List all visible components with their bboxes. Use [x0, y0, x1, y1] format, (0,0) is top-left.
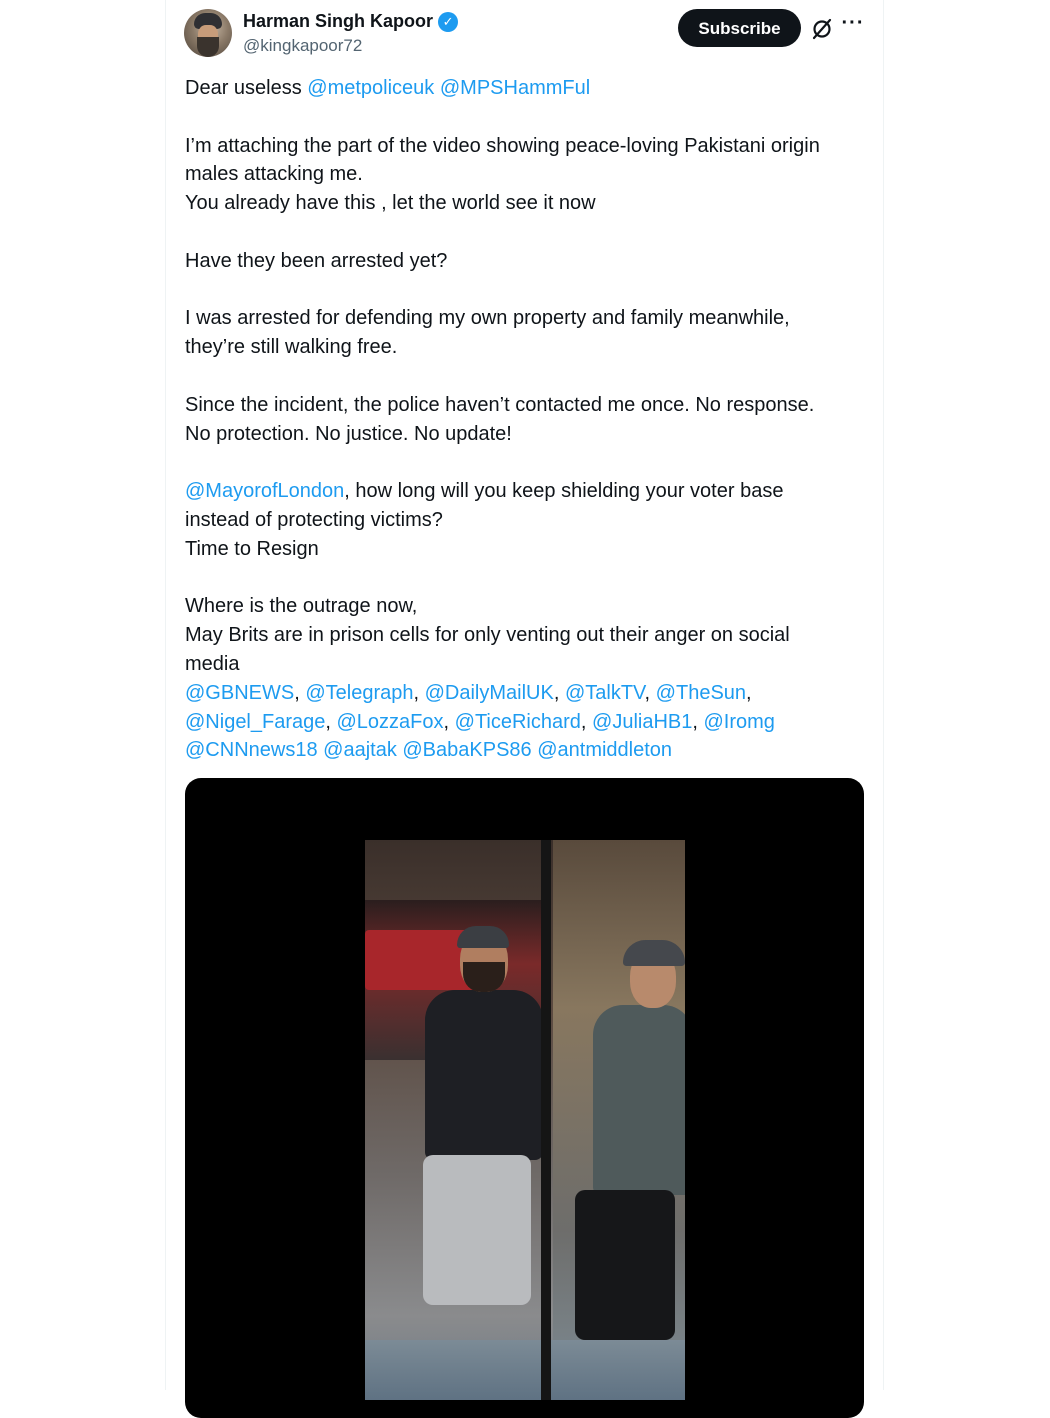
- tweet-line: Have they been arrested yet?: [185, 249, 448, 272]
- author-display-name[interactable]: Harman Singh Kapoor: [243, 11, 434, 31]
- mention-link[interactable]: @DailyMailUK: [424, 681, 554, 704]
- greeting-text: Dear useless: [185, 77, 308, 99]
- video-frame[interactable]: [365, 840, 685, 1400]
- mention-link[interactable]: @Iromg: [703, 710, 775, 733]
- mention-mayoroflondon[interactable]: @MayorofLondon: [185, 480, 345, 503]
- grok-icon[interactable]: [810, 17, 834, 41]
- more-options-icon[interactable]: ···: [841, 12, 865, 34]
- avatar-beard: [197, 37, 219, 57]
- tweet-line: Since the incident, the police haven’t contacted me once. No response.: [185, 393, 815, 416]
- tweet-line: You already have this , let the world see it now: [185, 192, 596, 215]
- video-floor: [365, 1340, 685, 1400]
- tweet-line-mayor: [185, 477, 875, 506]
- tweet-line: I’m attaching the part of the video showing peace-loving Pakistani origin: [185, 134, 820, 157]
- video-person-left-cap: [457, 926, 509, 948]
- subscribe-button[interactable]: Subscribe: [678, 9, 801, 47]
- video-player[interactable]: [185, 778, 864, 1418]
- tweet-line-greeting: [185, 74, 875, 103]
- mention-link[interactable]: @GBNEWS: [185, 681, 295, 704]
- tweet-line: No protection. No justice. No update!: [185, 422, 512, 445]
- mention-link[interactable]: @TiceRichard: [454, 710, 581, 733]
- author-name-row: [243, 11, 458, 32]
- tweet-line: males attacking me.: [185, 163, 363, 186]
- mention-link[interactable]: @Nigel_Farage: [185, 710, 326, 733]
- tweet-line: Time to Resign: [185, 537, 319, 560]
- video-door-pole: [541, 840, 551, 1400]
- mayor-line-text: , how long will you keep shielding your voter base: [344, 480, 784, 503]
- tweet-line: I was arrested for defending my own property and family meanwhile,: [185, 307, 790, 330]
- video-person-left-body: [425, 990, 543, 1160]
- mention-row-2: @Nigel_Farage, @LozzaFox, @TiceRichard, @JuliaHB1, @Iromg: [185, 710, 775, 733]
- mention-link[interactable]: @antmiddleton: [537, 739, 673, 762]
- video-person-left-beard: [463, 962, 505, 992]
- mention-link[interactable]: @BabaKPS86: [402, 739, 532, 762]
- video-person-right-legs: [575, 1190, 675, 1340]
- tweet-line: they’re still walking free.: [185, 336, 398, 359]
- mention-link[interactable]: @LozzaFox: [336, 710, 444, 733]
- tweet-line: media: [185, 652, 240, 675]
- tweet-line: instead of protecting victims?: [185, 508, 443, 531]
- mention-row-3: [185, 736, 875, 765]
- verified-badge-icon[interactable]: ✓: [438, 12, 458, 32]
- tweet-line: May Brits are in prison cells for only venting out their anger on social: [185, 624, 790, 647]
- mention-mpshammful[interactable]: @MPSHammFul: [439, 77, 591, 99]
- video-person-right-cap: [623, 940, 685, 966]
- tweet-line: Where is the outrage now,: [185, 595, 418, 618]
- mention-link[interactable]: @TheSun: [655, 681, 747, 704]
- video-person-right-body: [593, 1005, 685, 1195]
- avatar[interactable]: [184, 9, 232, 57]
- mention-link[interactable]: @JuliaHB1: [592, 710, 693, 733]
- mention-link[interactable]: @Telegraph: [305, 681, 414, 704]
- video-person-left-legs: [423, 1155, 531, 1305]
- mention-metpoliceuk[interactable]: @metpoliceuk: [307, 77, 435, 99]
- mention-link[interactable]: @aajtak: [323, 739, 397, 762]
- mention-row-1: @GBNEWS, @Telegraph, @DailyMailUK, @TalkTV, @TheSun,: [185, 681, 752, 704]
- mention-link[interactable]: @CNNnews18: [185, 739, 318, 762]
- author-handle[interactable]: @kingkapoor72: [243, 36, 363, 55]
- tweet-text: [185, 74, 875, 765]
- mention-link[interactable]: @TalkTV: [564, 681, 645, 704]
